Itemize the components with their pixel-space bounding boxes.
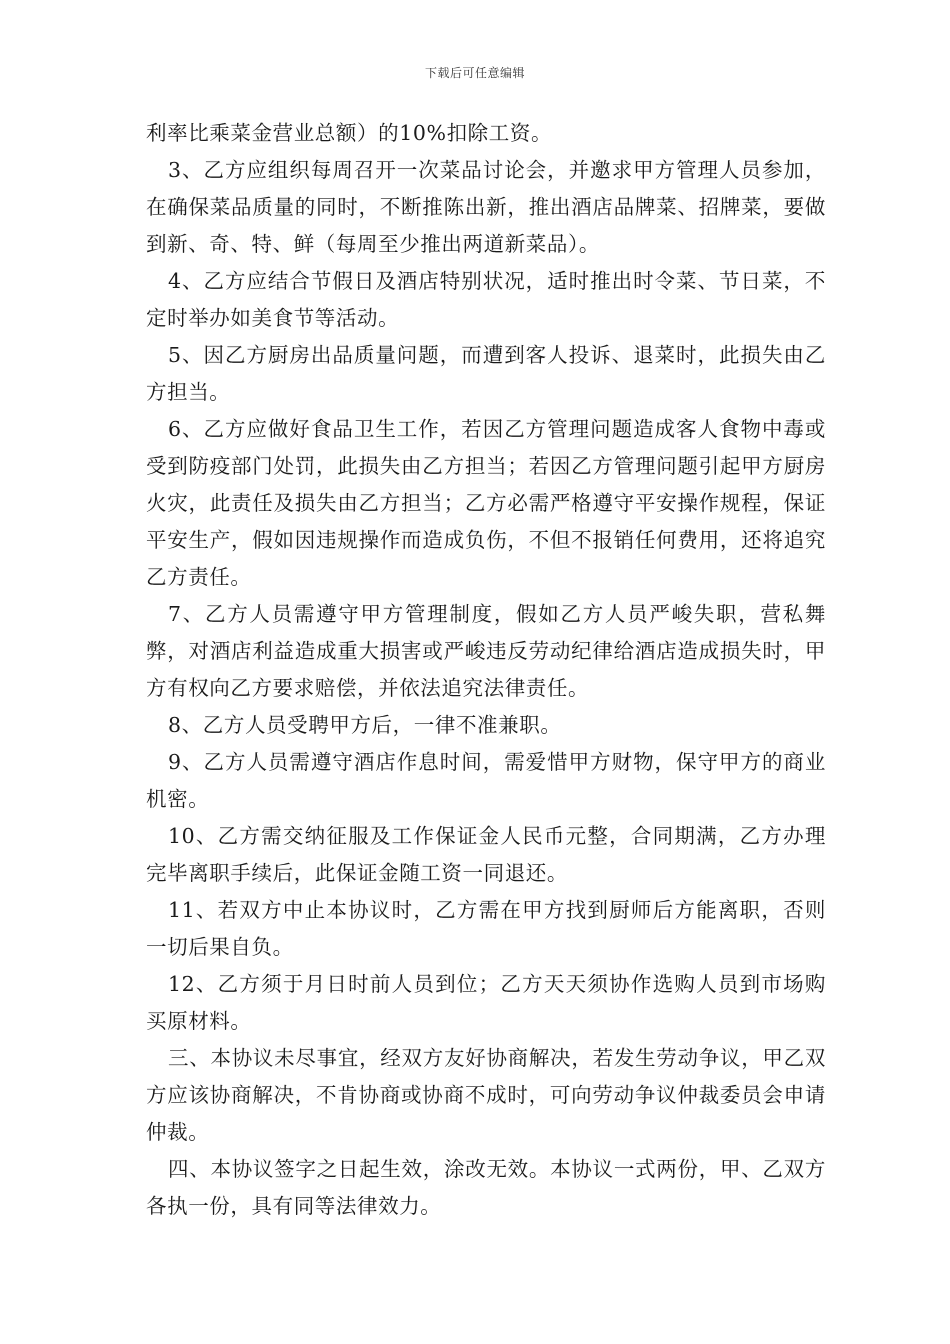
paragraph-5: 6、乙方应做好食品卫生工作，若因乙方管理问题造成客人食物中毒或受到防疫部门处罚，此损失由乙方担当；若因乙方管理问题引起甲方厨房火灾，此责任及损失由乙方担当；乙方必需严格遵守平安操作规程，保证平安生产，假如因违规操作而造成负伤，不但不报销任何费用，还将追究乙方责任。 [146, 417, 826, 589]
paragraph-11: 12、乙方须于月日时前人员到位；乙方天天须协作选购人员到市场购买原材料。 [146, 972, 826, 1033]
paragraph-4: 5、因乙方厨房出品质量问题，而遭到客人投诉、退菜时，此损失由乙方担当。 [146, 343, 826, 404]
paragraph-3: 4、乙方应结合节假日及酒店特别状况，适时推出时令菜、节日菜，不定时举办如美食节等活动。 [146, 269, 826, 330]
paragraph-10: 11、若双方中止本协议时，乙方需在甲方找到厨师后方能离职，否则一切后果自负。 [146, 898, 826, 959]
paragraph-8: 9、乙方人员需遵守酒店作息时间，需爱惜甲方财物，保守甲方的商业机密。 [146, 750, 826, 811]
document-body [146, 115, 826, 1225]
paragraph-6: 7、乙方人员需遵守甲方管理制度，假如乙方人员严峻失职，营私舞弊，对酒店利益造成重大损害或严峻违反劳动纪律给酒店造成损失时，甲方有权向乙方要求赔偿，并依法追究法律责任。 [146, 602, 826, 700]
paragraph-7: 8、乙方人员受聘甲方后，一律不准兼职。 [168, 713, 562, 737]
paragraph-1: 利率比乘菜金营业总额）的10%扣除工资。 [146, 121, 553, 145]
page-header: 下载后可任意编辑 [424, 66, 525, 80]
paragraph-9: 10、乙方需交纳征服及工作保证金人民币元整，合同期满，乙方办理完毕离职手续后，此保证金随工资一同退还。 [146, 824, 826, 885]
paragraph-2: 3、乙方应组织每周召开一次菜品讨论会，并邀求甲方管理人员参加，在确保菜品质量的同时，不断推陈出新，推出酒店品牌菜、招牌菜，要做到新、奇、特、鲜（每周至少推出两道新菜品）。 [146, 158, 826, 256]
paragraph-12: 三、本协议未尽事宜，经双方友好协商解决，若发生劳动争议，甲乙双方应该协商解决，不肯协商或协商不成时，可向劳动争议仲裁委员会申请仲裁。 [146, 1046, 826, 1144]
paragraph-13: 四、本协议签字之日起生效，涂改无效。本协议一式两份，甲、乙双方各执一份，具有同等法律效力。 [146, 1157, 826, 1218]
